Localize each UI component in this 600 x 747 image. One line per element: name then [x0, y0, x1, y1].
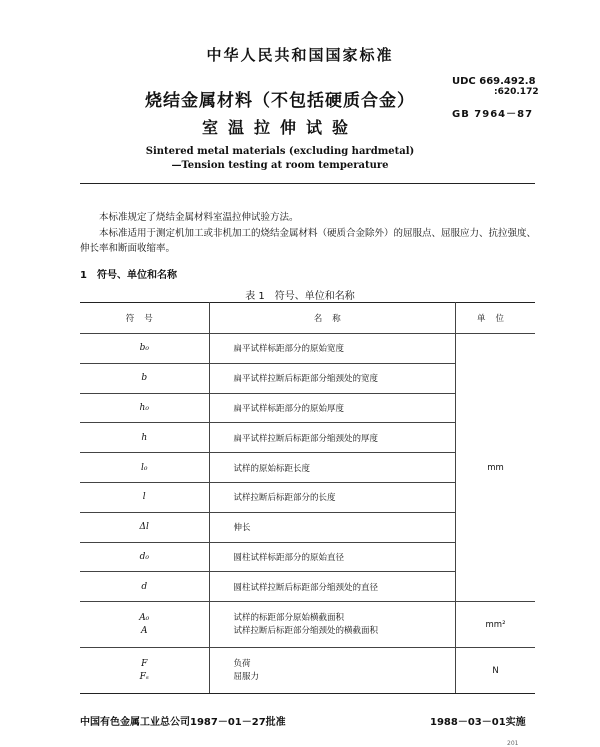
row-symbol: d₀ — [80, 542, 209, 572]
header-divider — [80, 183, 535, 184]
force-symbols — [80, 648, 209, 694]
area-names — [209, 602, 456, 648]
row-name: 扁平试样标距部分的原始宽度 — [209, 334, 456, 364]
table-row — [80, 334, 535, 364]
area-unit: mm² — [456, 602, 536, 648]
row-symbol: b₀ — [80, 334, 209, 364]
table-row-area — [80, 602, 535, 648]
table-header-row — [80, 303, 535, 334]
effective-date: 1988－03－01实施 — [430, 717, 526, 728]
row-name: 扁平试样拉断后标距部分缩颈处的厚度 — [209, 423, 456, 453]
row-name: 试样拉断后标距部分的长度 — [209, 482, 456, 512]
force-names — [209, 648, 456, 694]
unit-mm-cell: mm — [456, 334, 536, 602]
area-symbol-1: A₀ — [139, 612, 150, 623]
udc-line-2: :620.172 — [494, 87, 539, 97]
row-name: 圆柱试样标距部分的原始直径 — [209, 542, 456, 572]
area-name-2: 试样拉断后标距部分缩颈处的横截面积 — [233, 625, 379, 636]
row-symbol: h₀ — [80, 393, 209, 423]
row-symbol: l₀ — [80, 453, 209, 483]
section-1-heading: 1 符号、单位和名称 — [80, 270, 177, 281]
row-symbol: b — [80, 363, 209, 393]
scope-paragraph: 本标准规定了烧结金属材料室温拉伸试验方法。 — [99, 212, 299, 223]
title-en-line-2: —Tension testing at room temperature — [171, 160, 389, 171]
approval-date: 中国有色金属工业总公司1987－01－27批准 — [80, 717, 286, 728]
force-unit: N — [456, 648, 536, 694]
row-symbol: Δl — [80, 512, 209, 542]
table-caption: 表 1 符号、单位和名称 — [245, 291, 355, 302]
row-name: 伸长 — [209, 512, 456, 542]
title-cn-line-2: 室温拉伸试验 — [201, 118, 358, 137]
table-row-force — [80, 648, 535, 694]
row-symbol: h — [80, 423, 209, 453]
symbols-table — [80, 302, 535, 694]
header-name: 名称 — [209, 303, 456, 334]
title-cn-line-1: 烧结金属材料（不包括硬质合金） — [145, 91, 415, 111]
page-number: 201 — [507, 740, 519, 747]
applicability-paragraph: 本标准适用于测定机加工或非机加工的烧结金属材料（硬质合金除外）的屈服点、屈服应力、抗拉强度、伸长率和断面收缩率。 — [80, 228, 537, 254]
row-name: 试样的原始标距长度 — [209, 453, 456, 483]
row-symbol: d — [80, 572, 209, 602]
udc-code — [452, 76, 539, 98]
udc-line-1: UDC 669.492.8 — [452, 76, 536, 87]
row-name: 圆柱试样拉断后标距部分缩颈处的直径 — [209, 572, 456, 602]
header-symbol: 符号 — [80, 303, 209, 334]
force-name-1: 负荷 — [233, 658, 251, 669]
area-symbol-2: A — [141, 625, 148, 636]
header-unit: 单位 — [456, 303, 536, 334]
area-name-1: 试样的标距部分原始横截面积 — [233, 612, 345, 623]
force-name-2: 屈服力 — [233, 671, 260, 682]
row-symbol: l — [80, 482, 209, 512]
force-symbol-1: F — [141, 658, 148, 669]
row-name: 扁平试样标距部分的原始厚度 — [209, 393, 456, 423]
gb-standard-number: GB 7964－87 — [452, 109, 534, 120]
area-symbols — [80, 602, 209, 648]
issuing-authority: 中华人民共和国国家标准 — [206, 46, 394, 64]
force-symbol-2: Fₛ — [139, 671, 149, 682]
row-name: 扁平试样拉断后标距部分缩颈处的宽度 — [209, 363, 456, 393]
title-en-line-1: Sintered metal materials (excluding hardmetal) — [145, 146, 415, 157]
